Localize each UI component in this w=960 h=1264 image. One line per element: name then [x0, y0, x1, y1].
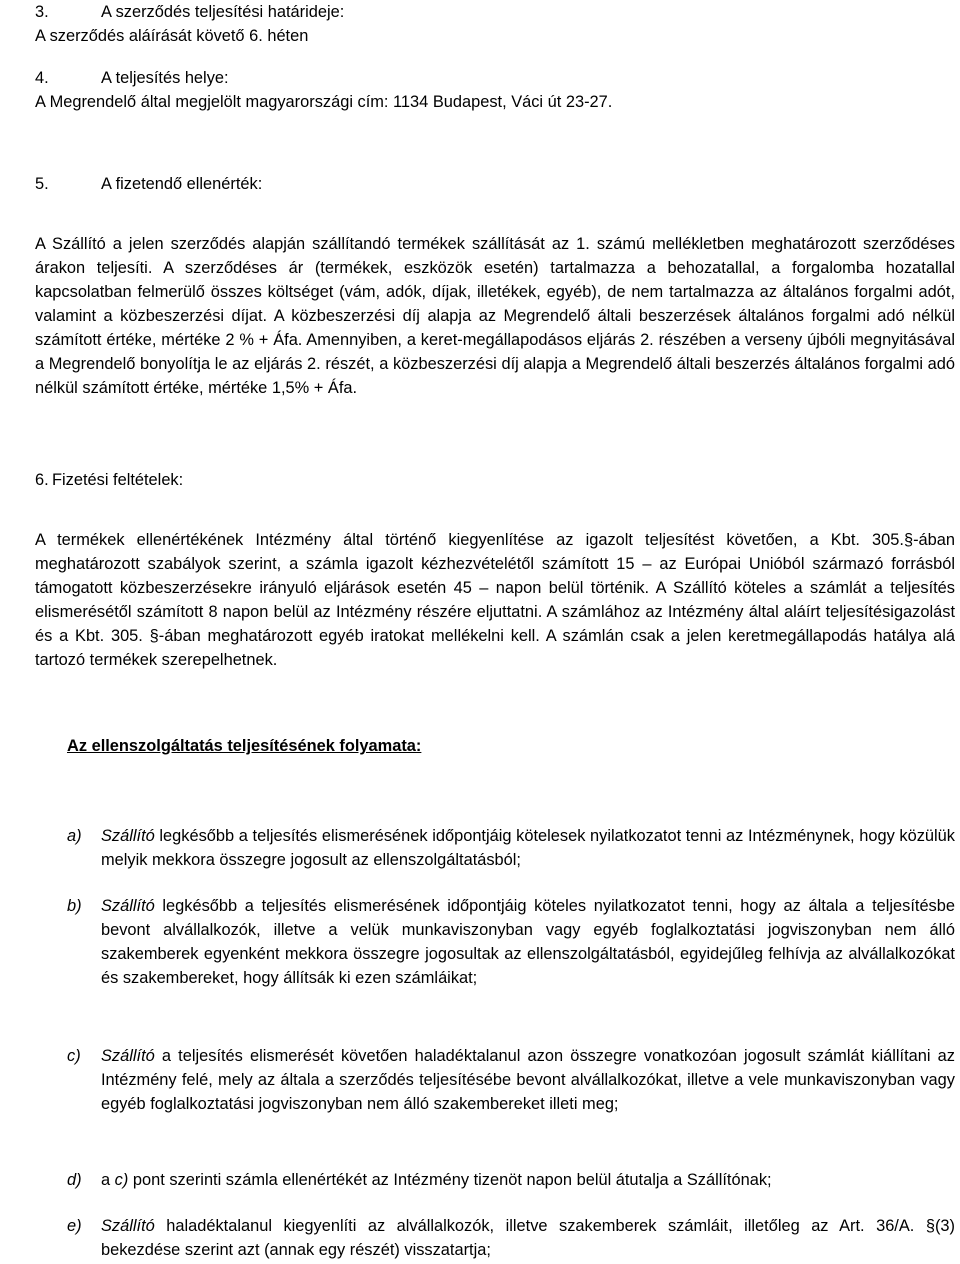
process-heading-text: Az ellenszolgáltatás teljesítésének folyamata: — [67, 737, 422, 755]
list-item-pre: a — [101, 1171, 115, 1189]
section-3-heading — [35, 0, 955, 24]
section-5-heading — [35, 172, 955, 196]
section-4-heading — [35, 66, 955, 90]
section-6-heading — [35, 468, 955, 492]
list-item-e — [67, 1214, 955, 1262]
section-4-body: A Megrendelő által megjelölt magyarországi cím: 1134 Budapest, Váci út 23-27. — [35, 93, 613, 111]
list-item-letter: a) — [67, 827, 82, 845]
list-item-lead: Szállító — [101, 897, 155, 915]
section-3-number: 3. — [35, 3, 49, 21]
list-item-rest: legkésőbb a teljesítés elismerésének időpontjáig köteles nyilatkozatot tenni, hogy az általa a teljesítésbe bevont alvállalkozók, illetve a velük munkaviszonyban vagy egyéb foglalkoztatási jogviszonyban nem álló szakemberek egyenként mekkora összegre jogosultak az ellenszolgáltatásból, egyidejűleg felhívja az alvállalkozókat és szakembereket, hogy állítsák ki ezen számláikat; — [101, 897, 955, 987]
section-5-body: A Szállító a jelen szerződés alapján szállítandó termékek szállítását az 1. számú mellékletben meghatározott szerződéses árakon teljesíti. A szerződéses ár (termékek, eszközök esetén) tartalmazza a behozatallal, a forgalomba hozatallal kapcsolatban felmerülő összes költséget (vám, adók, díjak, illetékek, egyéb), de nem tartalmazza az általános forgalmi adót, valamint a közbeszerzési díjat. A közbeszerzési díj alapja az Megrendelő általi beszerzések általános forgalmi adó nélkül számított értéke, mértéke 2 % + Áfa. Amennyiben, a keret-megállapodásos eljárás 2. részében a verseny újbóli megnyitásával a Megrendelő bonyolítja le az eljárás 2. részét, a közbeszerzési díj alapja a Megrendelő általi beszerzés általános forgalmi adó nélkül számított értéke, mértéke 1,5% + Áfa. — [35, 235, 955, 397]
section-6-title: Fizetési feltételek: — [52, 471, 184, 489]
list-item-c — [67, 1044, 955, 1116]
list-item-letter: e) — [67, 1217, 82, 1235]
list-item-text — [101, 1214, 955, 1262]
section-6-number: 6. — [35, 471, 49, 489]
list-item-rest: pont szerinti számla ellenértékét az Intézmény tizenöt napon belül átutalja a Szállítónak; — [128, 1171, 772, 1189]
section-4-number: 4. — [35, 69, 49, 87]
list-item-letter: b) — [67, 897, 82, 915]
list-item-rest: haladéktalanul kiegyenlíti az alvállalkozók, illetve szakemberek számláit, illetőleg az Art. 36/A. §(3) bekezdése szerint azt (annak egy részét) visszatartja; — [101, 1217, 955, 1259]
list-item-text — [101, 824, 955, 872]
list-item-text — [101, 1168, 955, 1192]
process-heading — [67, 734, 960, 758]
list-item-b — [67, 894, 955, 990]
list-item-rest: legkésőbb a teljesítés elismerésének időpontjáig kötelesek nyilatkozatot tenni az Intézménynek, hogy közülük melyik mekkora összegre jogosult az ellenszolgáltatásból; — [101, 827, 955, 869]
list-item-lead: Szállító — [101, 1217, 155, 1235]
section-3-body: A szerződés aláírását követő 6. héten — [35, 27, 309, 45]
section-3 — [35, 0, 955, 48]
section-4-title: A teljesítés helye: — [101, 69, 229, 87]
list-item-letter: d) — [67, 1171, 82, 1189]
section-6-body: A termékek ellenértékének Intézmény által történő kiegyenlítése az igazolt teljesítést követően, a Kbt. 305.§-ában meghatározott szabályok szerint, a számla igazolt kézhezvételétől számított 15 – az Európai Unióból származó forrásból támogatott közbeszerzésekre irányuló eljárások esetén 45 – napon belül történik. A Szállító köteles a számlát a teljesítés elismerésétől számított 8 napon belül az Intézmény részére eljuttatni. A számlához az Intézmény által aláírt teljesítésigazolást és a Kbt. 305. §-ában meghatározott egyéb iratokat mellékelni kell. A számlán csak a jelen keretmegállapodás hatálya alá tartozó termékek szerepelhetnek. — [35, 531, 955, 669]
list-item-text — [101, 894, 955, 990]
list-item-lead: Szállító — [101, 1047, 155, 1065]
list-item-text — [101, 1044, 955, 1116]
list-item-letter: c) — [67, 1047, 81, 1065]
list-item-rest: a teljesítés elismerését követően haladéktalanul azon összegre vonatkozóan jogosult számlát kiállítani az Intézmény felé, mely az általa a szerződés teljesítésébe bevont alvállalkozókat, illetve a vele munkaviszonyban vagy egyéb foglalkoztatási jogviszonyban nem álló szakembereket illeti meg; — [101, 1047, 955, 1113]
section-5-title: A fizetendő ellenérték: — [101, 175, 263, 193]
list-item-lead: c) — [114, 1171, 129, 1189]
section-5-number: 5. — [35, 175, 49, 193]
list-item-d — [67, 1168, 955, 1192]
section-4 — [35, 66, 955, 114]
section-3-title: A szerződés teljesítési határideje: — [101, 3, 345, 21]
list-item-a — [67, 824, 955, 872]
list-item-lead: Szállító — [101, 827, 155, 845]
